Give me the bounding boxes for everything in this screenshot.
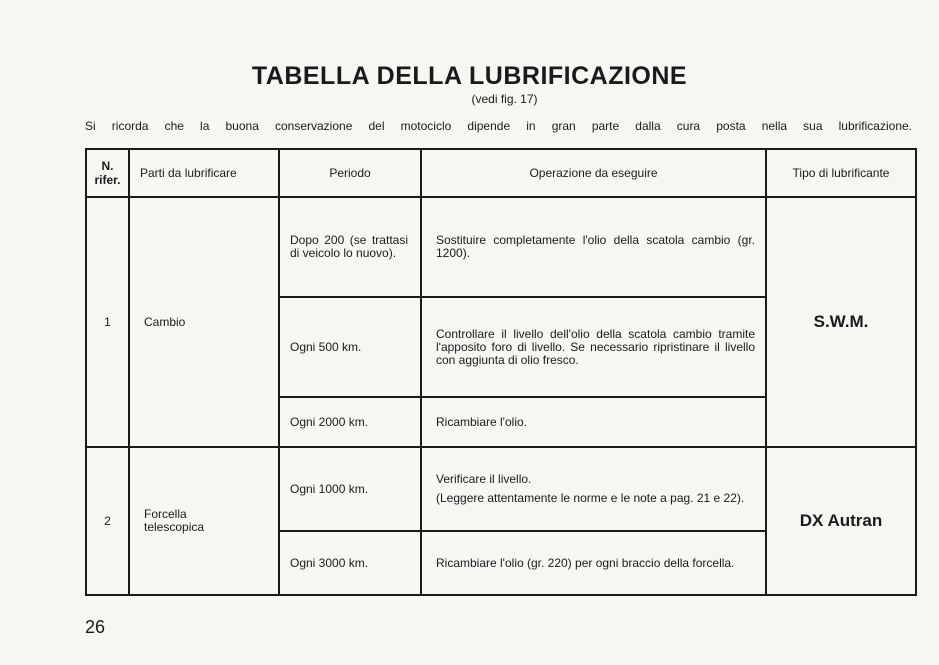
period-cell: Ogni 3000 km. [279, 531, 421, 595]
lubricant-cell: DX Autran [766, 447, 916, 595]
table-row [86, 197, 916, 297]
header-lubricant: Tipo di lubrificante [766, 149, 916, 197]
table-row [86, 447, 916, 531]
header-period: Periodo [279, 149, 421, 197]
operation-cell: Ricambiare l'olio (gr. 220) per ogni braccio della forcella. [421, 531, 766, 595]
header-ref-number-line1: N. [101, 159, 114, 173]
operation-cell: Controllare il livello dell'olio della scatola cambio tramite l'apposito foro di livello. Se necessario ripristinare il livello con aggiunta di olio fresco. [421, 297, 766, 397]
operation-line1: Verificare il livello. [436, 472, 532, 486]
period-cell: Ogni 1000 km. [279, 447, 421, 531]
lubrication-table [85, 148, 917, 596]
part-line2: telescopica [144, 520, 205, 534]
header-parts: Parti da lubrificare [129, 149, 279, 197]
period-cell: Dopo 200 (se trattasi di veicolo lo nuovo). [279, 197, 421, 297]
header-ref-number-line2: rifer. [94, 173, 121, 187]
operation-cell: Ricambiare l'olio. [421, 397, 766, 447]
operation-line2: (Leggere attentamente le norme e le note a pag. 21 e 22). [436, 491, 745, 505]
ref-number-cell: 2 [86, 447, 129, 595]
ref-number-cell: 1 [86, 197, 129, 447]
intro-text: Si ricorda che la buona conservazione del motociclo dipende in gran parte dalla cura posta nella sua lubrificazione. [85, 119, 912, 133]
part-line1: Forcella [144, 507, 187, 521]
operation-cell [421, 447, 766, 531]
figure-reference: (vedi fig. 17) [471, 92, 538, 106]
period-cell: Ogni 500 km. [279, 297, 421, 397]
operation-cell: Sostituire completamente l'olio della scatola cambio (gr. 1200). [421, 197, 766, 297]
part-cell [129, 447, 279, 595]
page-title: TABELLA DELLA LUBRIFICAZIONE [251, 62, 688, 90]
period-cell: Ogni 2000 km. [279, 397, 421, 447]
table-header-row [86, 149, 916, 197]
header-ref-number [86, 149, 129, 197]
part-cell: Cambio [129, 197, 279, 447]
header-operation: Operazione da eseguire [421, 149, 766, 197]
lubricant-cell: S.W.M. [766, 197, 916, 447]
page-number: 26 [85, 617, 106, 637]
